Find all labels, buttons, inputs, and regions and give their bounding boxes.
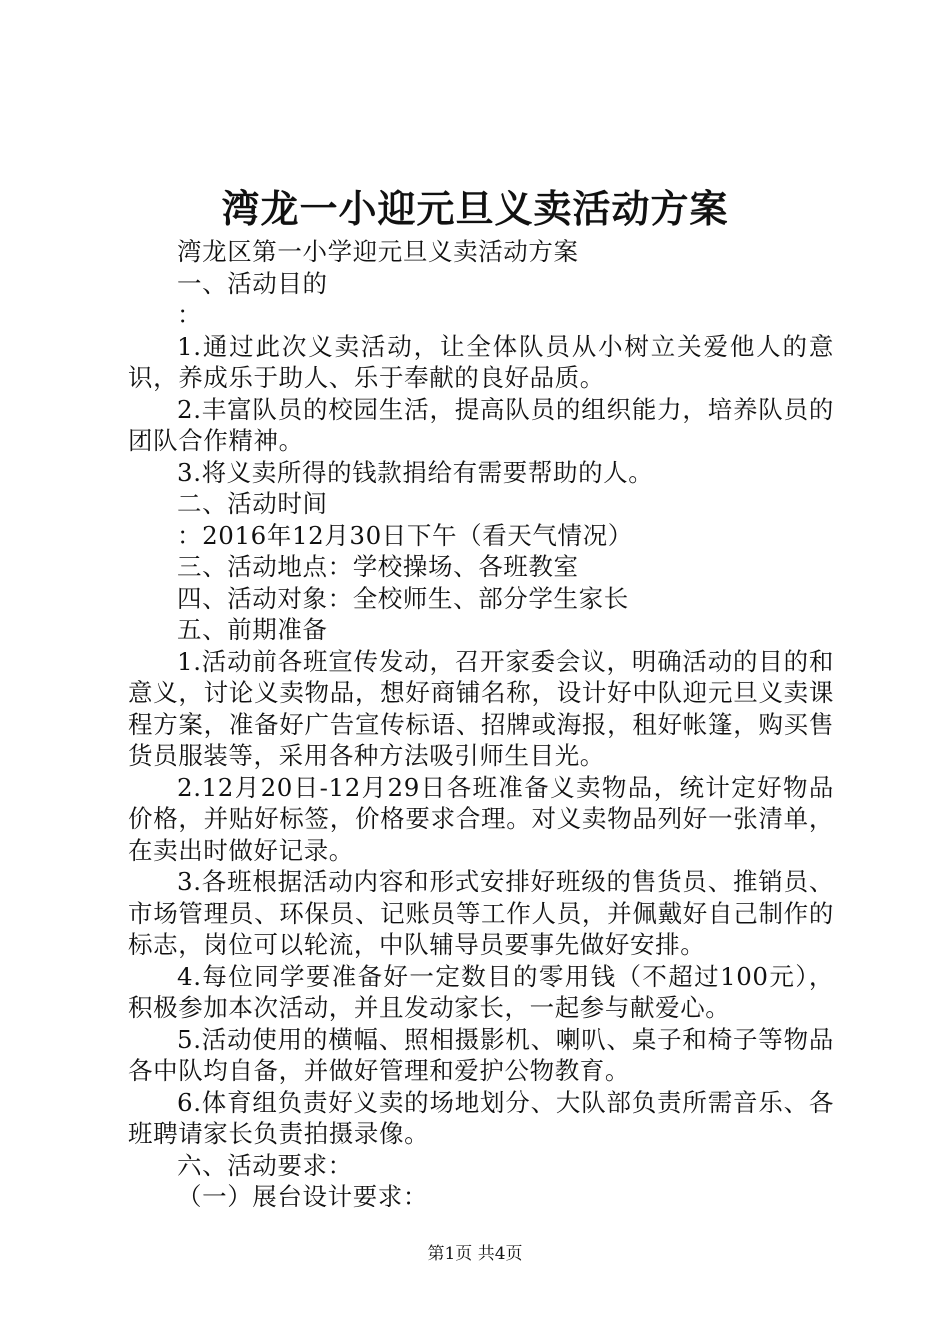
paragraph: 3.各班根据活动内容和形式安排好班级的售货员、推销员、市场管理员、环保员、记账员等工作人员，并佩戴好自己制作的标志，岗位可以轮流，中队辅导员要事先做好安排。 bbox=[128, 867, 834, 959]
document-body bbox=[128, 236, 834, 1213]
section-heading: 四、活动对象：全校师生、部分学生家长 bbox=[177, 583, 629, 613]
paragraph: 湾龙区第一小学迎元旦义卖活动方案 bbox=[177, 237, 579, 266]
section-heading: 一、活动目的 bbox=[177, 268, 328, 298]
page-footer: 第1页 共4页 bbox=[427, 1244, 523, 1264]
paragraph: 4.每位同学要准备好一定数目的零用钱（不超过100元），积极参加本次活动，并且发动家长，一起参与献爱心。 bbox=[128, 961, 834, 1022]
document-title: 湾龙一小迎元旦义卖活动方案 bbox=[221, 186, 729, 231]
paragraph: 2.12月20日-12月29日各班准备义卖物品，统计定好物品价格，并贴好标签，价格要求合理。对义卖物品列好一张清单，在卖出时做好记录。 bbox=[128, 772, 834, 865]
section-heading: 六、活动要求： bbox=[177, 1150, 353, 1180]
paragraph: 5.活动使用的横幅、照相摄影机、喇叭、桌子和椅子等物品各中队均自备，并做好管理和爱护公物教育。 bbox=[128, 1024, 834, 1085]
paragraph: 6.体育组负责好义卖的场地划分、大队部负责所需音乐、各班聘请家长负责拍摄录像。 bbox=[128, 1087, 834, 1148]
paragraph: ： bbox=[177, 300, 203, 329]
section-heading: 三、活动地点：学校操场、各班教室 bbox=[177, 552, 579, 581]
section-heading: 二、活动时间 bbox=[177, 489, 328, 518]
section-heading: 五、前期准备 bbox=[177, 615, 328, 644]
paragraph: 3.将义卖所得的钱款捐给有需要帮助的人。 bbox=[177, 457, 654, 487]
paragraph: 1.活动前各班宣传发动，召开家委会议，明确活动的目的和意义，讨论义卖物品，想好商铺名称，设计好中队迎元旦义卖课程方案，准备好广告宣传标语、招牌或海报，租好帐篷，购买售货员服装等，采用各种方法吸引师生目光。 bbox=[128, 646, 834, 770]
paragraph: 1.通过此次义卖活动，让全体队员从小树立关爱他人的意识，养成乐于助人、乐于奉献的良好品质。 bbox=[128, 331, 834, 392]
paragraph: ：2016年12月30日下午（看天气情况） bbox=[177, 520, 633, 550]
paragraph: 2.丰富队员的校园生活，提高队员的组织能力，培养队员的团队合作精神。 bbox=[128, 394, 834, 455]
sub-heading: （一）展台设计要求： bbox=[177, 1182, 428, 1211]
